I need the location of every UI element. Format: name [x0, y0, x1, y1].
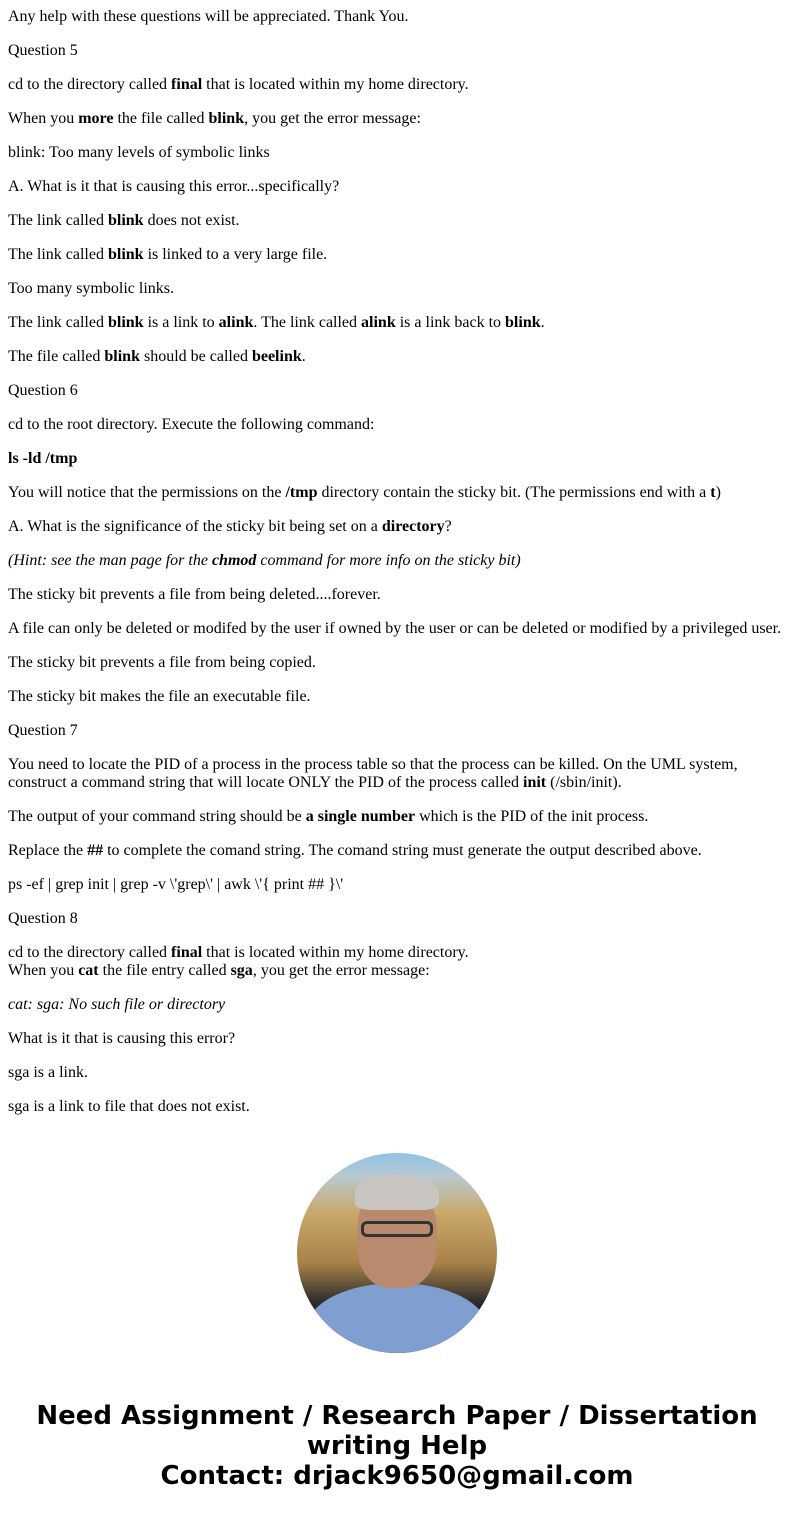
bold-text: alink	[218, 314, 254, 331]
text: The output of your command string should be	[8, 808, 306, 825]
paragraph	[8, 996, 786, 1014]
bold-text: ##	[87, 842, 104, 859]
text: .	[301, 348, 306, 365]
paragraph	[8, 1098, 786, 1116]
bold-text: blink	[505, 314, 541, 331]
text: the file entry called	[98, 962, 231, 979]
text: which is the PID of the init process.	[415, 808, 649, 825]
text: A. What is the significance of the sticky bit being set on a	[8, 518, 382, 535]
text: .	[540, 314, 545, 331]
text: What is it that is causing this error?	[8, 1030, 236, 1047]
text: Too many symbolic links.	[8, 280, 174, 297]
text: is linked to a very large file.	[143, 246, 328, 263]
text: cd to the directory called	[8, 944, 172, 961]
paragraph	[8, 842, 786, 860]
text: is a link back to	[395, 314, 506, 331]
text: The file called	[8, 348, 105, 365]
text: that is located within my home directory.	[202, 944, 469, 961]
text: cd to the root directory. Execute the following command:	[8, 416, 375, 433]
text: Question 6	[8, 382, 78, 399]
text: A file can only be deleted or modifed by the user if owned by the user or can be deleted or modified by a privileged user.	[8, 620, 782, 637]
paragraph	[8, 314, 786, 332]
paragraph	[8, 348, 786, 366]
text: to complete the comand string. The comand string must generate the output described above.	[103, 842, 702, 859]
paragraph	[8, 688, 786, 706]
text: The link called	[8, 246, 108, 263]
bold-text: blink	[107, 314, 144, 331]
text: Any help with these questions will be appreciated. Thank You.	[8, 8, 409, 25]
bold-text: /tmp	[285, 484, 318, 501]
bold-text: beelink	[251, 348, 302, 365]
text: ps -ef | grep init | grep -v \'grep\' | awk \'{ print ## }\'	[8, 876, 344, 893]
paragraph	[8, 416, 786, 434]
paragraph	[8, 246, 786, 264]
text: A. What is it that is causing this error...specifically?	[8, 178, 340, 195]
paragraph	[8, 212, 786, 230]
question-content	[8, 8, 786, 1116]
paragraph	[8, 910, 786, 928]
text: When you	[8, 110, 79, 127]
bold-text: blink	[208, 110, 245, 127]
text: You need to locate the PID of a process in the process table so that the process can be killed. On the UML system, construct a command string that will locate ONLY the PID of the process called	[8, 756, 738, 791]
bold-text: chmod	[211, 552, 257, 569]
bold-text: t	[710, 484, 716, 501]
text: Replace the	[8, 842, 88, 859]
text: The link called	[8, 314, 108, 331]
promo-contact: Contact: drjack9650@gmail.com	[160, 1461, 634, 1491]
text: The sticky bit prevents a file from being deleted....forever.	[8, 586, 381, 603]
text: sga is a link to file that does not exist.	[8, 1098, 250, 1115]
bold-text: blink	[104, 348, 140, 365]
text: blink: Too many levels of symbolic links	[8, 144, 270, 161]
author-avatar	[297, 1153, 497, 1353]
text: The sticky bit makes the file an executable file.	[8, 688, 311, 705]
bold-text: sga	[230, 962, 253, 979]
text: sga is a link.	[8, 1064, 88, 1081]
text: The sticky bit prevents a file from being copied.	[8, 654, 316, 671]
bold-text: init	[523, 774, 547, 791]
bold-text: ls -ld /tmp	[8, 450, 78, 467]
paragraph	[8, 382, 786, 400]
promo-headline: Need Assignment / Research Paper / Dissertation writing Help	[36, 1401, 758, 1461]
paragraph	[8, 144, 786, 162]
bold-text: cat	[78, 962, 99, 979]
text: is a link to	[143, 314, 219, 331]
bold-text: final	[171, 944, 203, 961]
promo-footer	[8, 1401, 786, 1491]
bold-text: alink	[361, 314, 396, 331]
text: You will notice that the permissions on the	[8, 484, 286, 501]
paragraph	[8, 944, 786, 980]
paragraph	[8, 178, 786, 196]
text: directory contain the sticky bit. (The permissions end with a	[317, 484, 711, 501]
paragraph	[8, 876, 786, 894]
text: ?	[444, 518, 452, 535]
text: cd to the directory called	[8, 76, 172, 93]
bold-text: blink	[107, 246, 144, 263]
paragraph	[8, 1064, 786, 1082]
paragraph	[8, 808, 786, 826]
paragraph	[8, 654, 786, 672]
bold-text: blink	[107, 212, 144, 229]
paragraph	[8, 450, 786, 468]
paragraph	[8, 1030, 786, 1048]
text: , you get the error message:	[252, 962, 430, 979]
bold-text: final	[171, 76, 203, 93]
text: cat: sga: No such file or directory	[8, 996, 226, 1013]
bold-text: a single number	[305, 808, 416, 825]
text: , you get the error message:	[244, 110, 421, 127]
paragraph	[8, 8, 786, 26]
paragraph	[8, 552, 786, 570]
text: The link called	[8, 212, 108, 229]
paragraph	[8, 756, 786, 792]
paragraph	[8, 586, 786, 604]
text: When you	[8, 962, 79, 979]
text: Question 5	[8, 42, 78, 59]
paragraph	[8, 484, 786, 502]
bold-text: directory	[381, 518, 445, 535]
text: Question 7	[8, 722, 78, 739]
text: command for more info on the sticky bit)	[256, 552, 521, 569]
paragraph	[8, 76, 786, 94]
paragraph	[8, 518, 786, 536]
text: the file called	[113, 110, 209, 127]
text: does not exist.	[143, 212, 240, 229]
paragraph	[8, 110, 786, 128]
paragraph	[8, 722, 786, 740]
text: (/sbin/init).	[546, 774, 622, 791]
paragraph	[8, 620, 786, 638]
paragraph	[8, 42, 786, 60]
bold-text: more	[78, 110, 114, 127]
text: (Hint: see the man page for the	[8, 552, 212, 569]
text: . The link called	[253, 314, 362, 331]
text: )	[715, 484, 721, 501]
text: that is located within my home directory.	[202, 76, 469, 93]
text: Question 8	[8, 910, 78, 927]
text: should be called	[139, 348, 252, 365]
paragraph	[8, 280, 786, 298]
